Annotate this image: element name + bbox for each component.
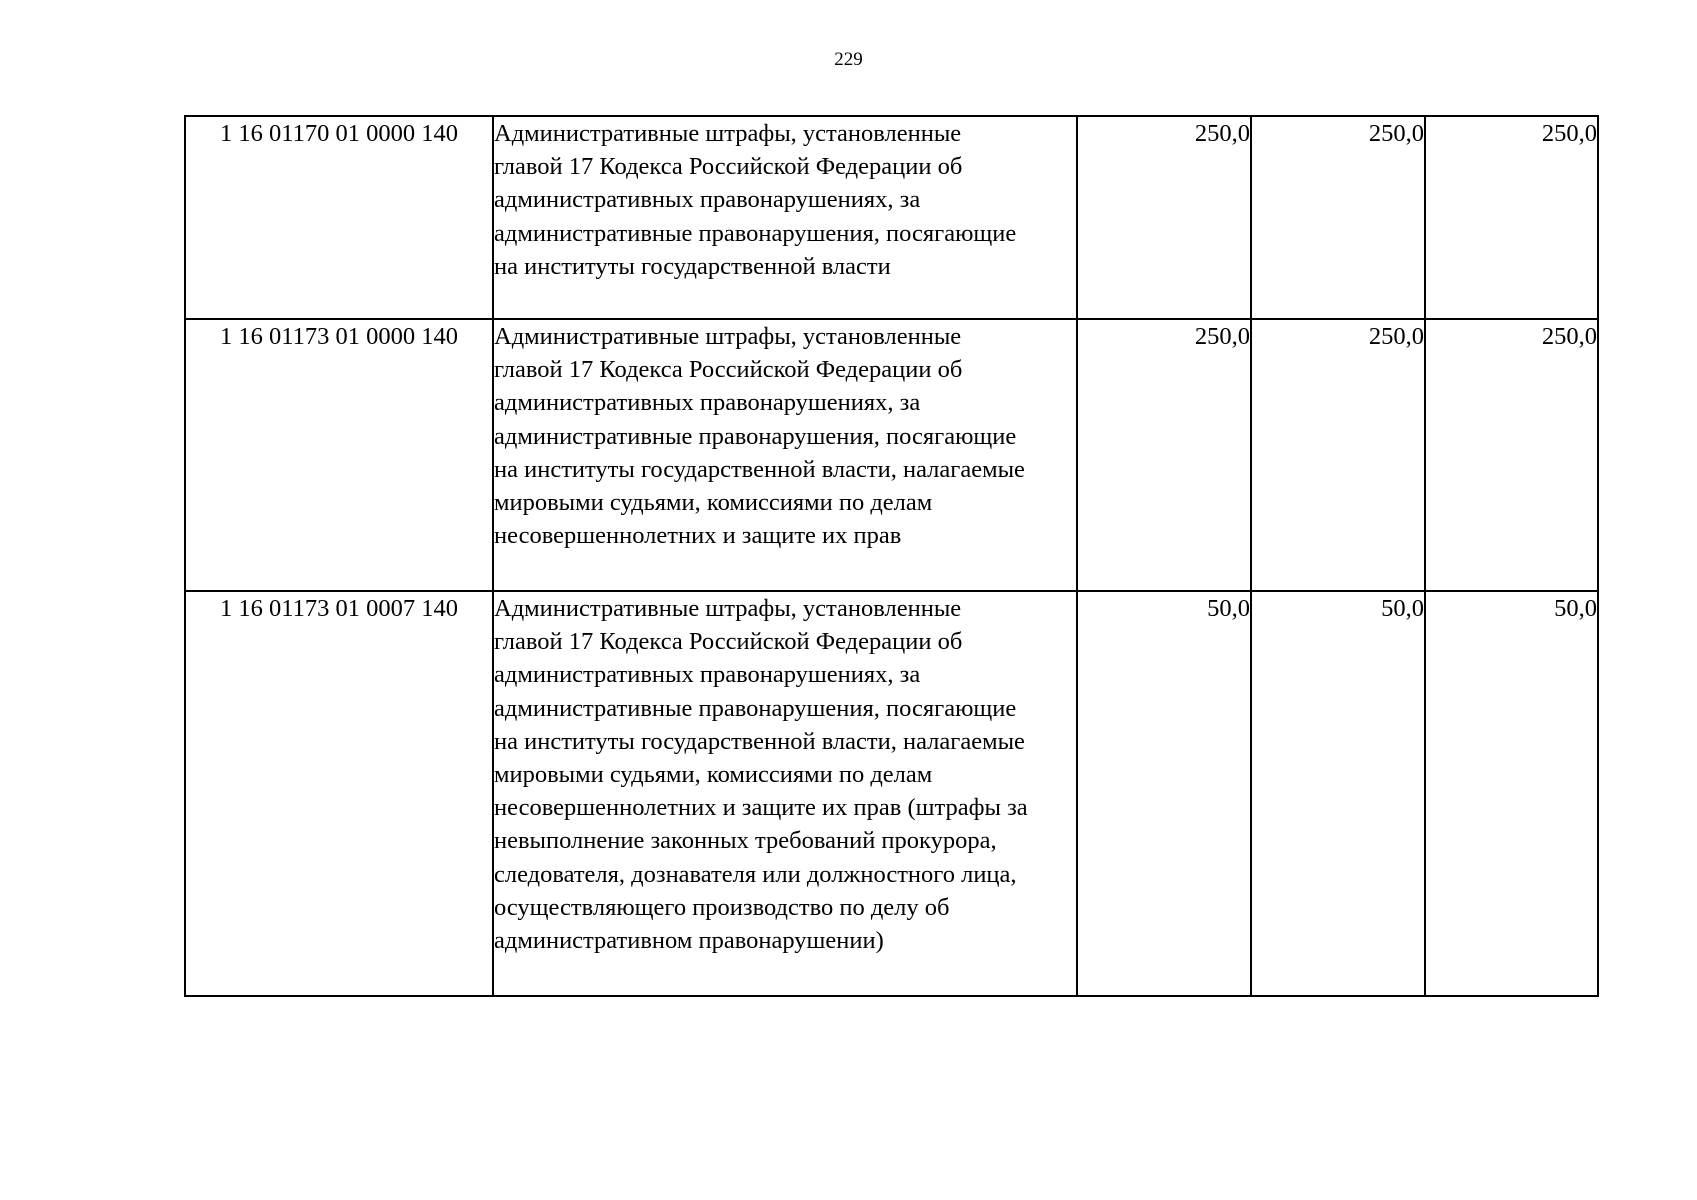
amount-cell-year-2: 50,0 (1251, 591, 1425, 996)
amount-cell-year-2: 250,0 (1251, 319, 1425, 591)
amount-cell-year-3: 250,0 (1425, 116, 1598, 319)
description-line: Административные штрафы, установленные (494, 595, 962, 622)
page-number: 229 (834, 49, 863, 70)
table-row (185, 591, 1598, 996)
description-cell (493, 319, 1077, 591)
revenue-code-cell: 1 16 01173 01 0000 140 (185, 319, 493, 591)
description-line: административные правонарушения, посягающие (494, 422, 1017, 450)
description-line: Административные штрафы, установленные (494, 323, 962, 350)
description-line: невыполнение законных требований прокурора, (494, 827, 997, 855)
description-line: административных правонарушениях, за (494, 186, 921, 214)
description-line: мировыми судьями, комиссиями по делам (494, 761, 933, 789)
description-line: несовершеннолетних и защите их прав (494, 522, 902, 550)
description-line: главой 17 Кодекса Российской Федерации об (494, 356, 963, 384)
description-line: мировыми судьями, комиссиями по делам (494, 489, 933, 517)
description-line: главой 17 Кодекса Российской Федерации об (494, 628, 963, 656)
description-cell (493, 591, 1077, 996)
description-cell (493, 116, 1077, 319)
description-line: административных правонарушениях, за (494, 389, 921, 417)
amount-cell-year-3: 50,0 (1425, 591, 1598, 996)
description-line: административные правонарушения, посягающие (494, 694, 1017, 722)
description-line: на институты государственной власти, налагаемые (494, 455, 1025, 483)
table-row (185, 319, 1598, 591)
revenue-code-cell: 1 16 01170 01 0000 140 (185, 116, 493, 319)
description-line: следователя, дознавателя или должностного лица, (494, 860, 1017, 888)
description-line: несовершеннолетних и защите их прав (штрафы за (494, 794, 1028, 822)
description-line: административные правонарушения, посягающие (494, 219, 1017, 247)
amount-cell-year-1: 250,0 (1077, 116, 1251, 319)
table-row (185, 116, 1598, 319)
description-line: Административные штрафы, установленные (494, 120, 962, 147)
amount-cell-year-1: 250,0 (1077, 319, 1251, 591)
description-line: осуществляющего производство по делу об (494, 893, 950, 921)
amount-cell-year-3: 250,0 (1425, 319, 1598, 591)
description-line: административном правонарушении) (494, 927, 884, 955)
description-line: административных правонарушениях, за (494, 661, 921, 689)
description-line: главой 17 Кодекса Российской Федерации об (494, 153, 963, 181)
budget-revenue-table (184, 115, 1599, 997)
description-line: на институты государственной власти, налагаемые (494, 727, 1025, 755)
amount-cell-year-2: 250,0 (1251, 116, 1425, 319)
description-line: на институты государственной власти (494, 252, 891, 280)
revenue-code-cell: 1 16 01173 01 0007 140 (185, 591, 493, 996)
amount-cell-year-1: 50,0 (1077, 591, 1251, 996)
